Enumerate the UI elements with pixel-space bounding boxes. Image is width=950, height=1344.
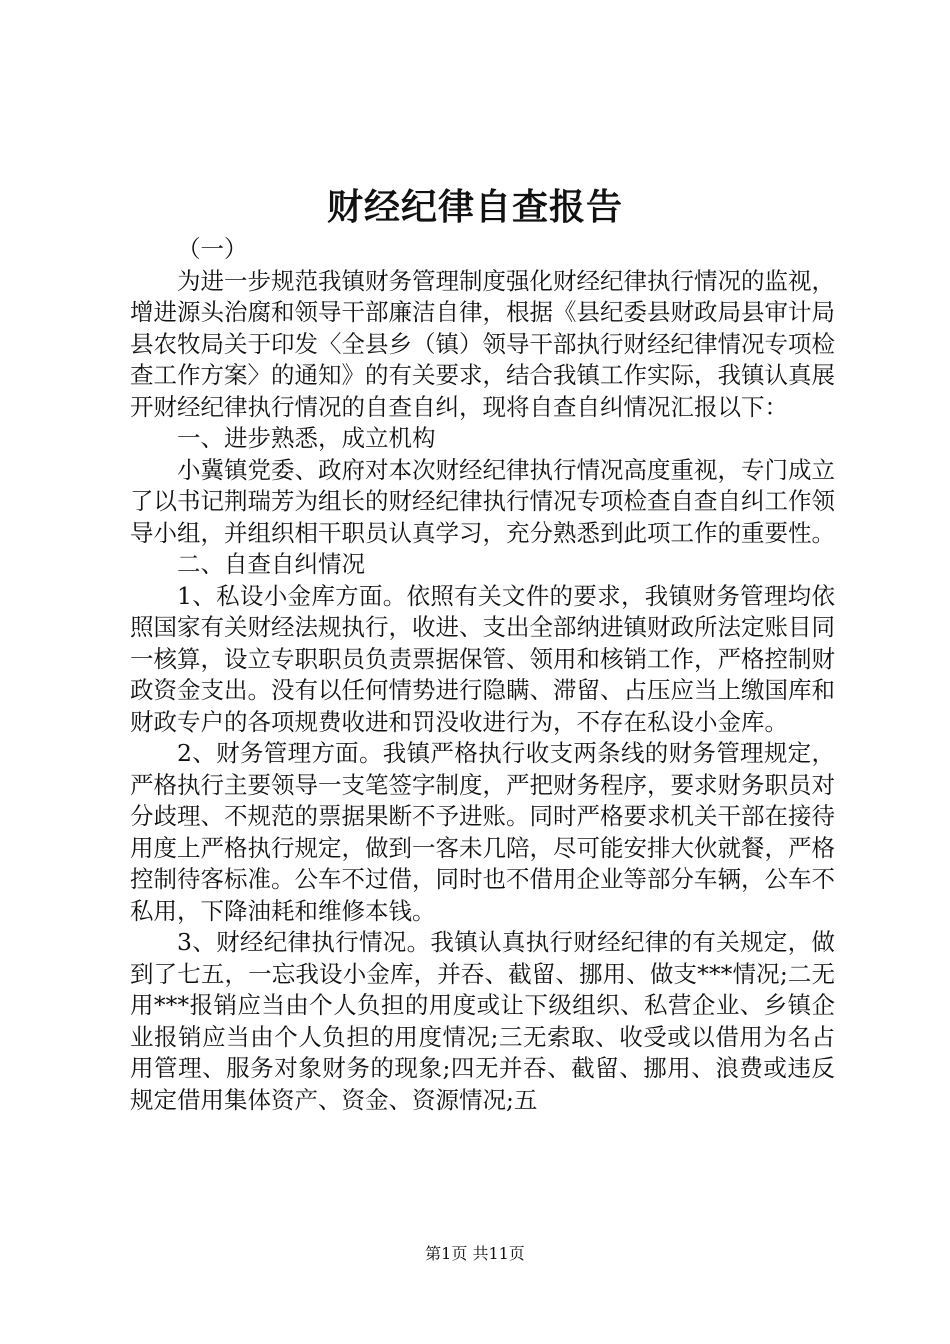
- paragraph-organization: 小冀镇党委、政府对本次财经纪律执行情况高度重视，专门成立了以书记荆瑞芳为组长的财经纪律执行情况专项检查自查自纠工作领导小组，并组织相干职员认真学习，充分熟悉到此项工作的重要性。: [130, 455, 835, 547]
- heading-one: 一、进步熟悉，成立机构: [177, 424, 436, 452]
- page-footer: 第1页 共11页: [425, 1244, 525, 1263]
- paragraph-item-2: 2、财务管理方面。我镇严格执行收支两条线的财务管理规定，严格执行主要领导一支笔签字制度，严把财务程序，要求财务职员对分歧理、不规范的票据果断不予进账。同时严格要求机关干部在接待用度上严格执行规定，做到一客未几陪，尽可能安排大伙就餐，严格控制待客标准。公车不过借，同时也不借用企业等部分车辆，公车不私用，下降油耗和维修本钱。: [130, 739, 835, 925]
- intro-paragraph: 为进一步规范我镇财务管理制度强化财经纪律执行情况的监视，增进源头治腐和领导干部廉洁自律，根据《县纪委县财政局县审计局县农牧局关于印发〈全县乡（镇）领导干部执行财经纪律情况专项检查工作方案〉的通知》的有关要求，结合我镇工作实际，我镇认真展开财经纪律执行情况的自查自纠，现将自查自纠情况汇报以下：: [130, 266, 835, 421]
- document-body: [130, 234, 835, 1116]
- section-number: （一）: [177, 235, 248, 263]
- paragraph-item-1: 1、私设小金库方面。依照有关文件的要求，我镇财务管理均依照国家有关财经法规执行，收进、支出全部纳进镇财政所法定账目同一核算，设立专职职员负责票据保管、领用和核销工作，严格控制财政资金支出。没有以任何情势进行隐瞒、滞留、占压应当上缴国库和财政专户的各项规费收进和罚没收进行为，不存在私设小金库。: [130, 581, 835, 736]
- heading-two: 二、自查自纠情况: [177, 550, 365, 578]
- paragraph-item-3: 3、财经纪律执行情况。我镇认真执行财经纪律的有关规定，做到了七五，一忘我设小金库，并吞、截留、挪用、做支***情况;二无用***报销应当由个人负担的用度或让下级组织、私营企业、乡镇企业报销应当由个人负担的用度情况;三无索取、收受或以借用为名占用管理、服务对象财务的现象;四无并吞、截留、挪用、浪费或违反规定借用集体资产、资金、资源情况;五: [130, 928, 835, 1114]
- document-title: 财经纪律自查报告: [326, 187, 623, 228]
